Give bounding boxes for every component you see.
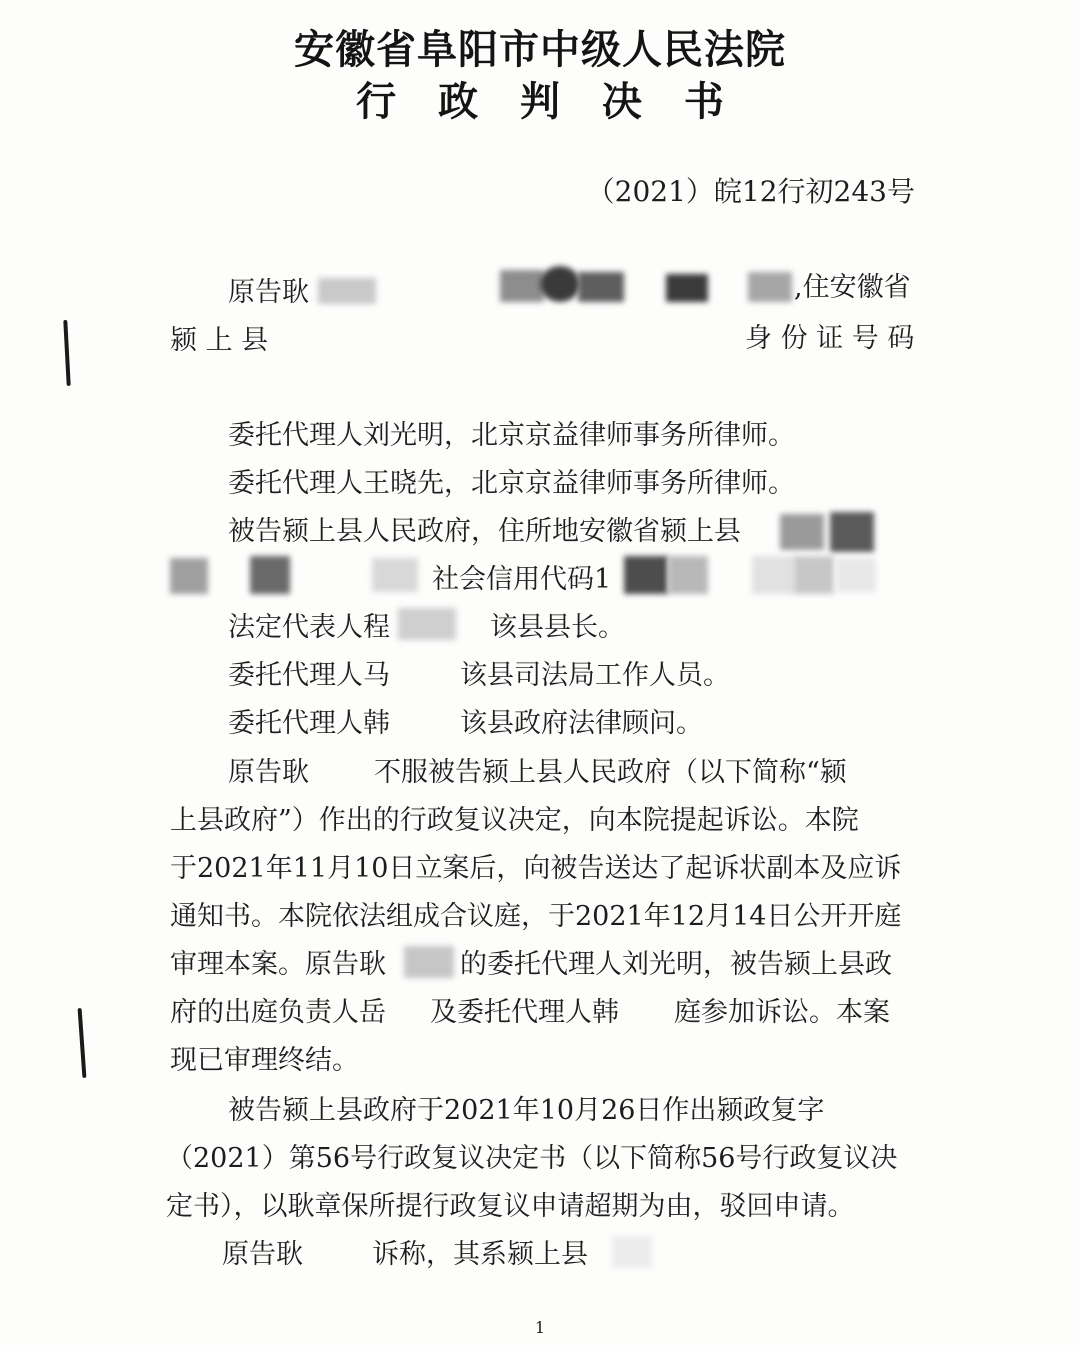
redaction-block [318,278,376,304]
redaction-block [372,558,418,592]
redaction-block [830,512,874,552]
text-line: 的委托代理人刘光明，被告颍上县政 [460,949,892,980]
margin-pen-mark [78,1008,87,1078]
text-line: 定书），以耿章保所提行政复议申请超期为由，驳回申请。 [166,1191,855,1222]
text-line: 委托代理人马 [228,660,390,691]
redaction-block [794,556,834,594]
text-line: 社会信用代码1 [432,564,612,595]
document-type-title: 行 政 判 决 书 [356,78,738,125]
page-number: 1 [534,1318,546,1337]
margin-pen-mark [63,320,70,386]
redaction-block [666,274,708,302]
text-line: 上县政府”）作出的行政复议决定，向本院提起诉讼。本院 [170,805,859,836]
redaction-block [748,272,792,302]
text-line: 现已审理终结。 [170,1045,359,1076]
redaction-block [668,556,708,594]
redaction-block [612,1236,652,1268]
redaction-block [170,558,208,594]
redaction-block [624,556,668,594]
text-line: 该县县长。 [490,612,625,643]
redaction-block [250,556,290,594]
redaction-block [398,608,456,640]
case-number: （2021）皖12行初243号 [586,175,915,208]
text-line: 该县政府法律顾问。 [460,708,703,739]
text-line: 委托代理人韩 [228,708,390,739]
redaction-block [752,556,796,594]
text-line: 不服被告颍上县人民政府（以下简称“颍 [374,757,847,788]
text-line: 身 份 证 号 码 [745,323,915,354]
text-line: 被告颍上县政府于2021年10月26日作出颍政复字 [228,1095,825,1126]
text-line: 诉称，其系颍上县 [372,1239,588,1270]
text-line: 府的出庭负责人岳 [170,997,386,1028]
court-name: 安徽省阜阳市中级人民法院 [294,26,786,73]
text-line: 颍 上 县 [170,325,269,356]
text-line: 委托代理人刘光明，北京京益律师事务所律师。 [228,420,795,451]
text-line: （2021）第56号行政复议决定书（以下简称56号行政复议决 [166,1143,898,1174]
redaction-block [780,514,824,550]
text-line: 及委托代理人韩 [430,997,619,1028]
text-line: 于2021年11月10日立案后，向被告送达了起诉状副本及应诉 [170,853,902,884]
text-line: 被告颍上县人民政府，住所地安徽省颍上县 [228,516,741,547]
redaction-block [836,558,876,592]
redaction-block [404,946,454,978]
text-line: 通知书。本院依法组成合议庭，于2021年12月14日公开开庭 [170,901,902,932]
redaction-block [578,272,624,302]
text-line: 审理本案。原告耿 [170,949,386,980]
text-line: 原告耿 [228,277,309,308]
text-line: 法定代表人程 [228,612,390,643]
text-line: 原告耿 [228,757,309,788]
text-line: 委托代理人王晓先，北京京益律师事务所律师。 [228,468,795,499]
redaction-block [500,270,544,302]
text-line: 该县司法局工作人员。 [460,660,730,691]
text-line: 庭参加诉讼。本案 [674,997,890,1028]
redaction-block [540,266,580,302]
text-line: ,住安徽省 [794,272,911,303]
text-line: 原告耿 [222,1239,303,1270]
